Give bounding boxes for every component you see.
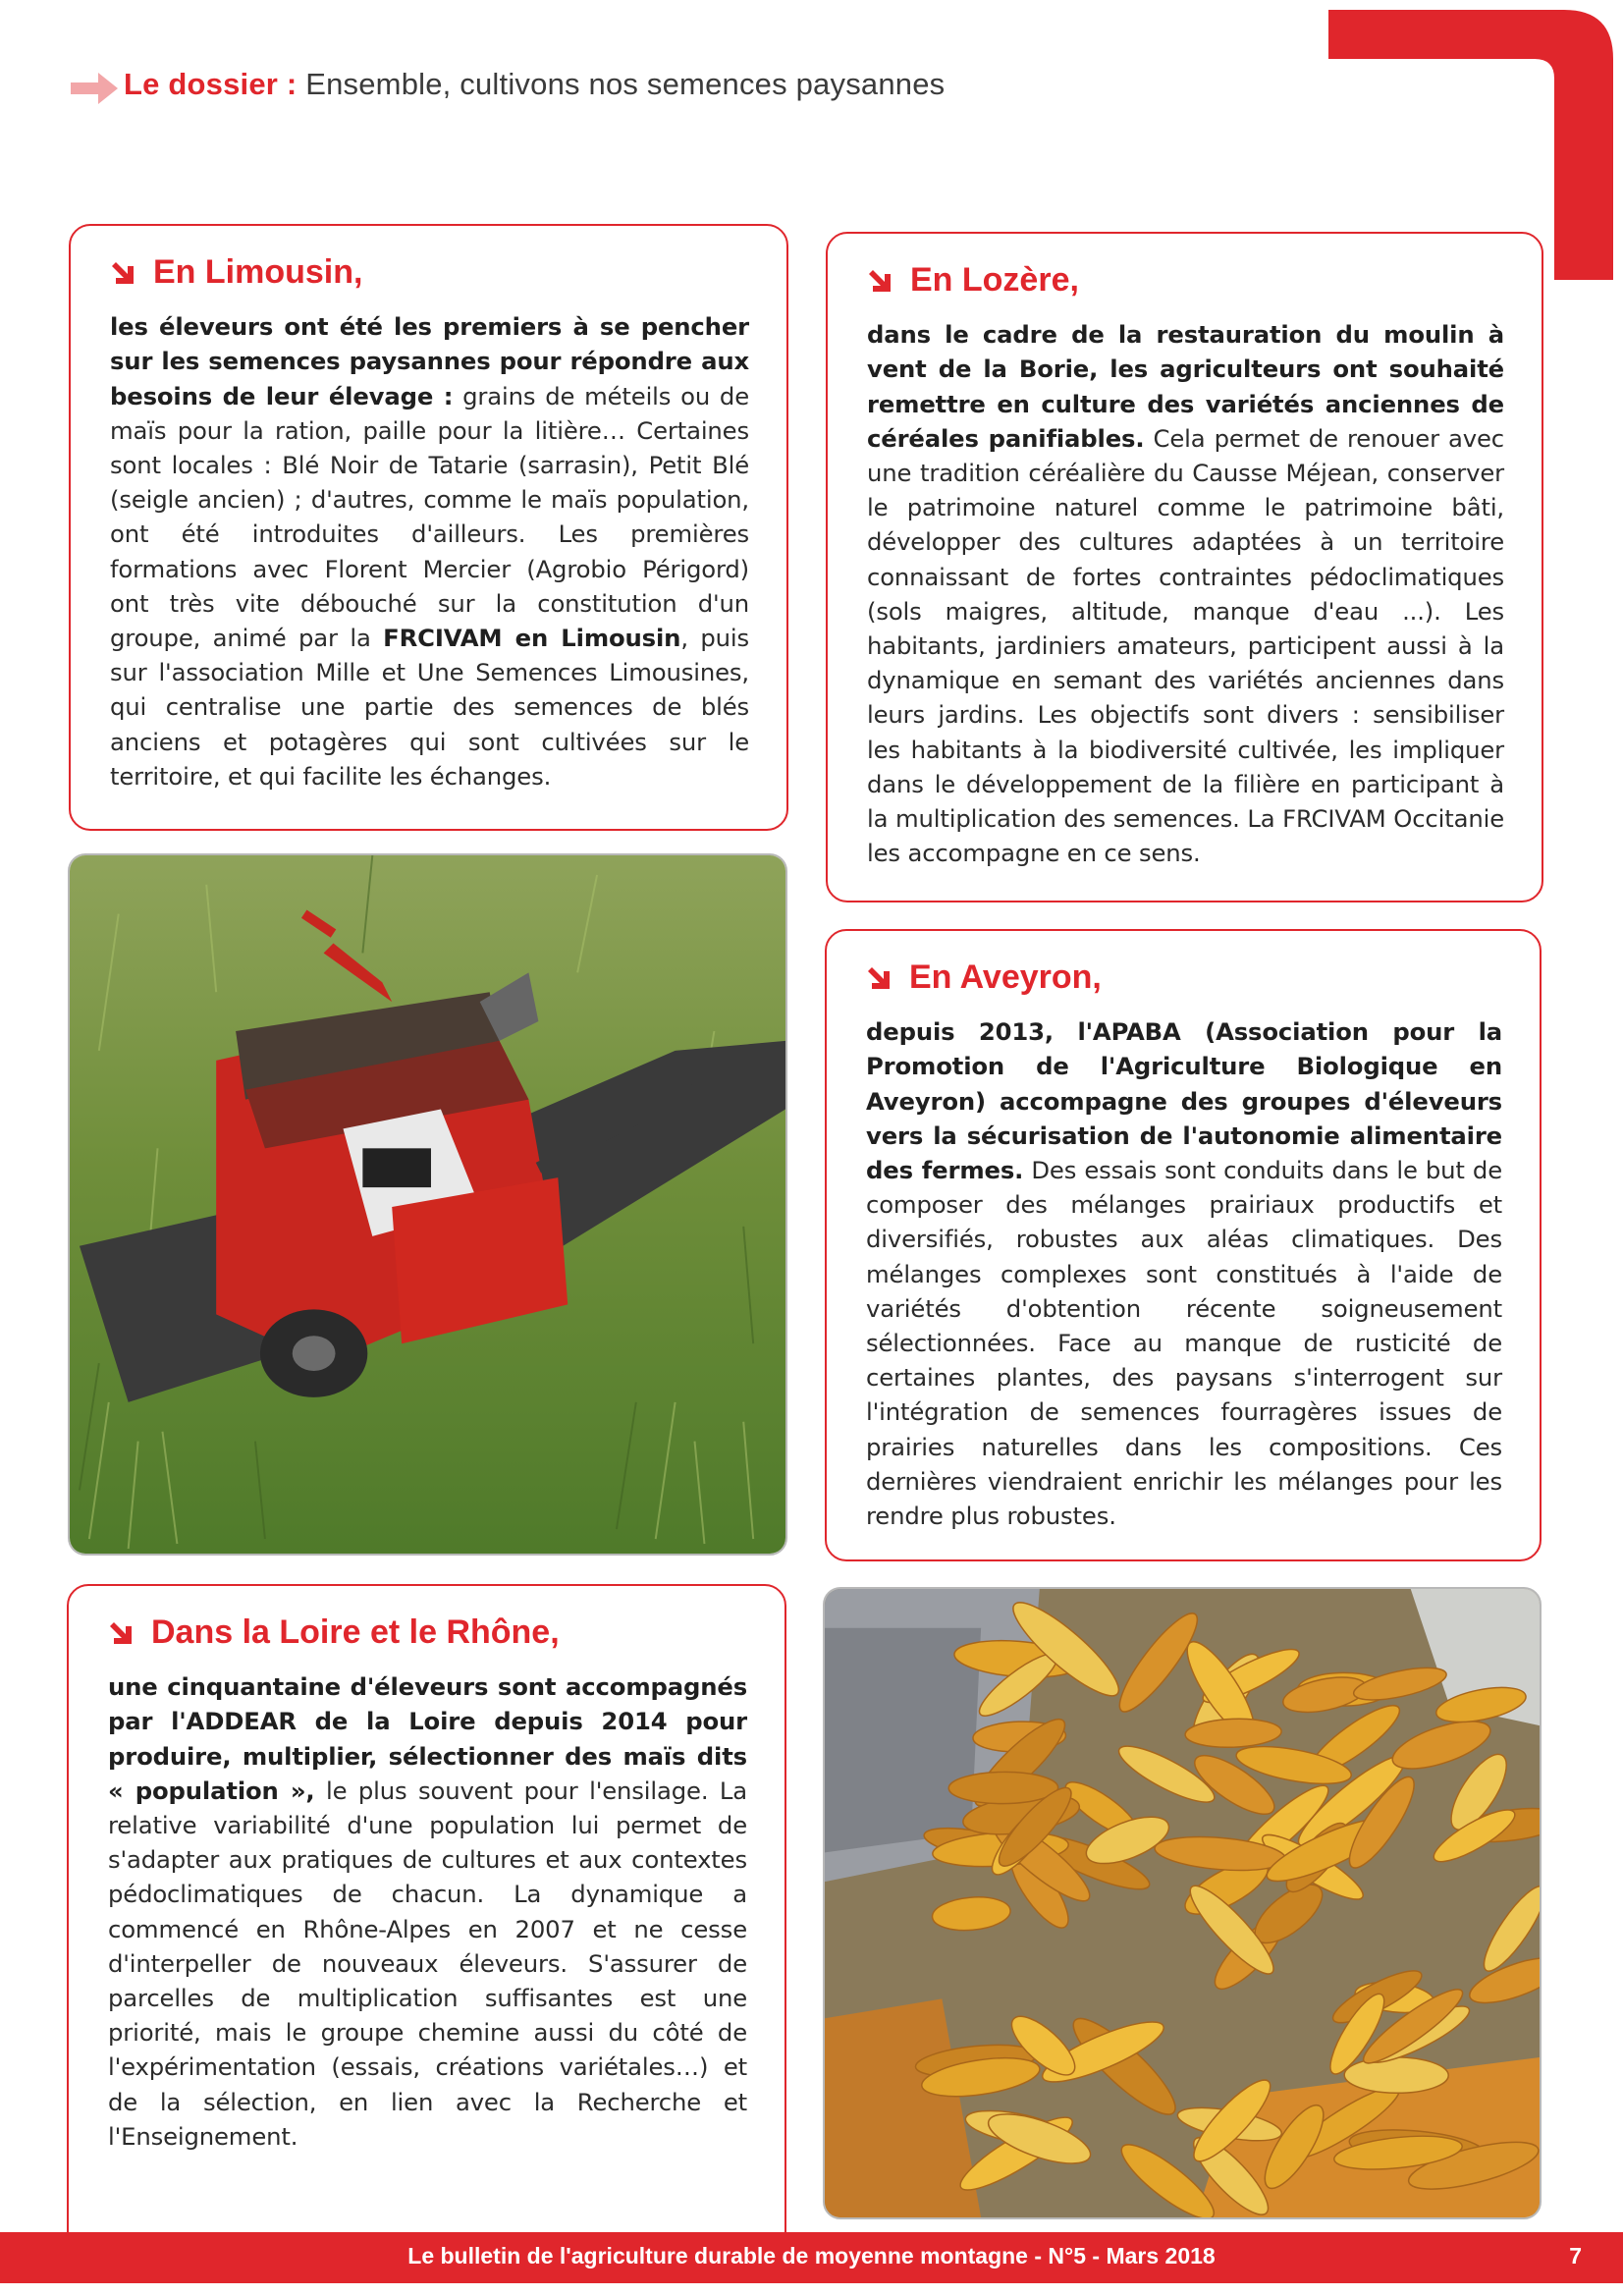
corn-photo — [823, 1587, 1542, 2219]
section-body — [110, 309, 749, 793]
section-heading — [108, 1613, 747, 1652]
section-limousin — [69, 224, 788, 831]
section-lozere — [826, 232, 1543, 902]
mower-photo — [68, 853, 787, 1556]
arrow-down-right-icon — [110, 260, 135, 286]
section-aveyron — [825, 929, 1542, 1561]
section-heading — [110, 253, 749, 292]
section-heading — [866, 958, 1502, 997]
section-body — [108, 1669, 747, 2154]
section-text: le plus souvent pour l'ensilage. La relative variabilité d'une population lui permet de s'adapter aux pratiques de cultures et aux contextes pédoclimatiques de chacun. La dynamique a commencé en Rhône-Alpes en 2007 et ne cesse d'interpeller de nouveaux éleveurs. S'assurer de parcelles de multiplication suffisantes est une priorité, mais le groupe chemine aussi du côté de l'expérimentation (essais, créations variétales…) et de la sélection, en lien avec la Recherche et l'Enseignement. — [108, 1776, 747, 2151]
section-heading-text: En Limousin, — [153, 253, 363, 291]
section-body — [866, 1014, 1502, 1533]
page-number: 7 — [1569, 2243, 1582, 2269]
section-text: Cela permet de renouer avec une tradition céréalière du Causse Méjean, conserver le patrimoine naturel comme le patrimoine bâti, développer des cultures adaptées à un territoire connaissant de fortes contraintes pédoclimatiques (sols maigres, altitude, manque d'eau ...). Les habitants, jardiniers amateurs, participent aussi à la dynamique en semant des variétés anciennes dans leurs jardins. Les objectifs sont divers : sensibiliser les habitants à la biodiversité cultivée, les impliquer dans le développement de la filière en participant à la multiplication des semences. La FRCIVAM Occitanie les accompagne en ce sens. — [867, 423, 1504, 868]
section-org: FRCIVAM en Limousin — [383, 623, 681, 652]
section-heading-text: En Aveyron, — [909, 958, 1102, 996]
footer-bar — [0, 2232, 1623, 2283]
page-header — [124, 67, 945, 102]
arrow-down-right-icon — [866, 965, 892, 991]
arrow-right-icon — [69, 69, 120, 108]
footer-text: Le bulletin de l'agriculture durable de moyenne montagne - N°5 - Mars 2018 — [407, 2243, 1216, 2269]
section-body — [867, 317, 1504, 870]
section-loire-rhone — [67, 1584, 786, 2262]
section-text: grains de méteils ou de maïs pour la ration, paille pour la litière… Certaines sont locales : Blé Noir de Tatarie (sarrasin), Petit Blé (seigle ancien) ; d'autres, comme le maïs population, ont été introduites d'ailleurs. Les premières formations avec Florent Mercier (Agrobio Périgord) ont très vite débouché sur la constitution d'un groupe, animé par la — [110, 381, 749, 652]
corn-cob-decoration — [948, 1772, 1058, 1804]
section-text: , puis sur l'association Mille et Une Semences Limousines, qui centralise une partie des semences de blés anciens et potagères qui sont cultivées sur le territoire, et qui facilite les échanges. — [110, 623, 749, 791]
section-heading-text: Dans la Loire et le Rhône, — [151, 1613, 560, 1651]
section-heading — [867, 261, 1504, 300]
section-lead: dans le cadre de la restauration du moulin à vent de la Borie, les agriculteurs ont souhaité remettre en culture des variétés anciennes de céréales panifiables. — [867, 320, 1504, 453]
section-text: Des essais sont conduits dans le but de composer des mélanges prairiaux productifs et diversifiés, robustes aux aléas climatiques. Des mélanges complexes sont constitués à l'aide de variétés d'obtention récente soigneusement sélectionnées. Face au manque de rusticité de certaines plantes, des paysans s'interrogent sur l'intégration de semences fourragères issues de prairies naturelles dans les compositions. Ces dernières viendraient enrichir les mélanges pour les rendre plus robustes. — [866, 1155, 1502, 1530]
header-title: Ensemble, cultivons nos semences paysannes — [305, 67, 946, 101]
header-section-label: Le dossier — [124, 67, 279, 101]
section-heading-text: En Lozère, — [910, 261, 1079, 299]
arrow-down-right-icon — [867, 268, 893, 294]
section-lead: les éleveurs ont été les premiers à se pencher sur les semences paysannes pour répondre aux besoins de leur élevage : — [110, 312, 749, 410]
section-lead: une cinquantaine d'éleveurs sont accompagnés par l'ADDEAR de la Loire depuis 2014 pour produire, multiplier, sélectionner des maïs dits « population », — [108, 1672, 747, 1805]
arrow-down-right-icon — [108, 1620, 134, 1646]
section-lead: depuis 2013, l'APABA (Association pour la Promotion de l'Agriculture Biologique en Aveyron) accompagne des groupes d'éleveurs vers la sécurisation de l'autonomie alimentaire des fermes. — [866, 1017, 1502, 1184]
corn-cob-decoration — [1344, 2057, 1448, 2094]
header-separator: : — [278, 67, 306, 101]
